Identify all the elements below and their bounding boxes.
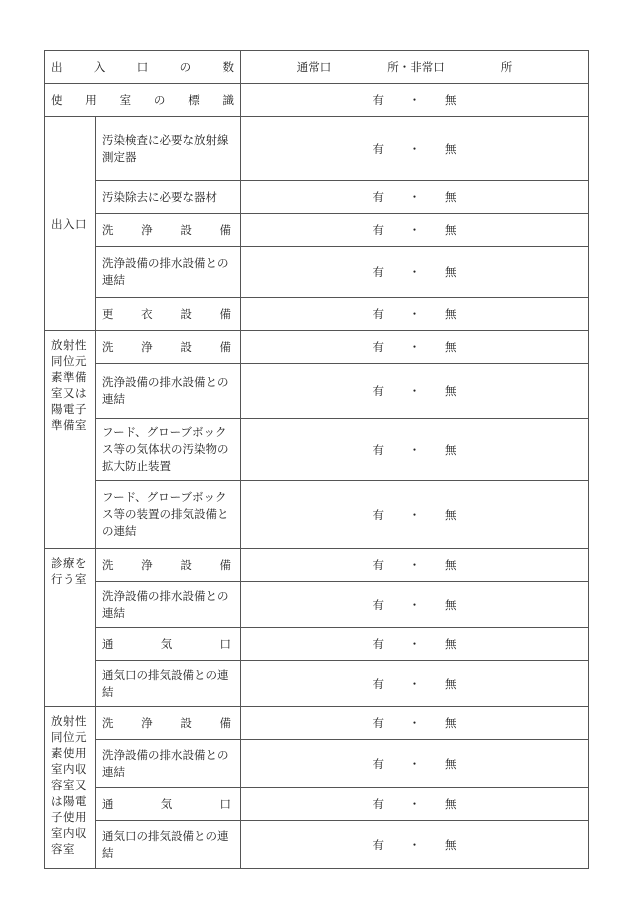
label-char: 洗	[102, 339, 114, 354]
label-char: の	[153, 93, 166, 107]
choice-no[interactable]: 無	[445, 716, 457, 730]
choice-yes[interactable]: 有	[372, 558, 384, 572]
choice-cell[interactable]	[241, 364, 589, 419]
item-label	[96, 298, 241, 331]
choice-yes[interactable]: 有	[372, 93, 384, 107]
choice-no[interactable]: 無	[445, 507, 457, 522]
choice-no[interactable]: 無	[445, 676, 457, 691]
checklist-row	[45, 181, 589, 214]
choice-separator: ・	[408, 716, 421, 730]
choice-yes[interactable]: 有	[372, 442, 384, 457]
label-char: 衣	[141, 306, 153, 321]
label-char: 浄	[141, 557, 153, 572]
checklist-row	[45, 707, 589, 740]
label-char: 口	[219, 796, 231, 811]
label-char: 浄	[141, 339, 153, 354]
choice-yes[interactable]: 有	[372, 797, 384, 811]
entrances-label-cell	[45, 51, 241, 84]
normal-exit-label: 通常口	[296, 60, 332, 74]
label-char: 設	[180, 339, 192, 354]
checklist-row	[45, 117, 589, 181]
label-char: 出	[51, 60, 63, 74]
item-label: 汚染検査に必要な放射線測定器	[96, 117, 241, 181]
choice-yes[interactable]: 有	[372, 676, 384, 691]
label-char: 備	[219, 715, 231, 730]
choice-yes[interactable]: 有	[372, 507, 384, 522]
choice-no[interactable]: 無	[445, 637, 457, 651]
choice-cell[interactable]	[241, 117, 589, 181]
label-char: 通	[102, 796, 114, 811]
label-char: 洗	[102, 715, 114, 730]
choice-cell[interactable]	[241, 549, 589, 582]
choice-no[interactable]: 無	[445, 307, 457, 321]
item-label	[96, 788, 241, 821]
signage-label-cell	[45, 84, 241, 117]
choice-cell[interactable]	[241, 821, 589, 869]
label-char: 数	[222, 60, 234, 74]
label-char: 室	[119, 93, 132, 107]
label-char: 気	[160, 796, 173, 811]
choice-yes[interactable]: 有	[372, 716, 384, 730]
facility-checklist-form	[44, 50, 589, 869]
checklist-row	[45, 740, 589, 788]
choice-no[interactable]: 無	[445, 558, 457, 572]
choice-separator: ・	[408, 597, 421, 612]
item-label: 汚染除去に必要な器材	[96, 181, 241, 214]
item-label: 洗浄設備の排水設備との連結	[96, 740, 241, 788]
checklist-row	[45, 549, 589, 582]
item-label	[96, 628, 241, 661]
item-label	[96, 331, 241, 364]
label-char: 口	[136, 60, 149, 74]
choice-no[interactable]: 無	[445, 93, 457, 107]
choice-separator: ・	[408, 190, 421, 204]
normal-exit-count-field[interactable]	[331, 59, 387, 75]
item-label: フード、グローブボックス等の装置の排気設備との連結	[96, 481, 241, 549]
label-char: 通	[102, 636, 114, 651]
emergency-exit-unit: 所	[500, 60, 513, 74]
group-label: 放射性同位元素使用室内収容室又は陽電子使用室内収容室	[45, 707, 96, 869]
checklist-row	[45, 481, 589, 549]
label-char: 設	[180, 715, 192, 730]
choice-yes[interactable]: 有	[372, 340, 384, 354]
label-char: の	[179, 60, 192, 74]
choice-separator: ・	[408, 340, 421, 354]
choice-no[interactable]: 無	[445, 442, 457, 457]
choice-cell[interactable]	[241, 419, 589, 481]
choice-yes[interactable]: 有	[372, 223, 384, 237]
choice-cell[interactable]	[241, 331, 589, 364]
choice-separator: ・	[408, 676, 421, 691]
group-label: 診療を行う室	[45, 549, 96, 707]
choice-cell[interactable]	[241, 582, 589, 628]
checklist-row	[45, 364, 589, 419]
choice-separator: ・	[408, 223, 421, 237]
checklist-row	[45, 331, 589, 364]
choice-yes[interactable]: 有	[372, 756, 384, 771]
choice-no[interactable]: 無	[445, 223, 457, 237]
choice-no[interactable]: 無	[445, 597, 457, 612]
label-char: 備	[219, 306, 231, 321]
checklist-row	[45, 214, 589, 247]
normal-exit-unit: 所・非常口	[387, 60, 445, 74]
choice-separator: ・	[408, 558, 421, 572]
item-label: 洗浄設備の排水設備との連結	[96, 247, 241, 298]
choice-separator: ・	[408, 384, 421, 398]
signage-row	[45, 84, 589, 117]
choice-separator: ・	[408, 442, 421, 457]
label-char: 浄	[141, 715, 153, 730]
label-char: 設	[180, 222, 192, 237]
item-label: 通気口の排気設備との連結	[96, 661, 241, 707]
label-char: 標	[188, 93, 200, 107]
choice-cell[interactable]	[241, 247, 589, 298]
signage-choice-cell[interactable]	[241, 84, 589, 117]
choice-cell[interactable]	[241, 707, 589, 740]
group-label: 出入口	[45, 117, 96, 331]
choice-separator: ・	[408, 265, 421, 279]
choice-cell[interactable]	[241, 481, 589, 549]
group-label: 放射性同位元素準備室又は陽電子準備室	[45, 331, 96, 549]
checklist-row	[45, 661, 589, 707]
choice-no[interactable]: 無	[445, 797, 457, 811]
choice-cell[interactable]	[241, 628, 589, 661]
label-char: 設	[180, 557, 192, 572]
choice-no[interactable]: 無	[445, 141, 457, 156]
emergency-exit-count-field[interactable]	[445, 59, 501, 75]
choice-separator: ・	[408, 797, 421, 811]
entrances-row	[45, 51, 589, 84]
choice-yes[interactable]: 有	[372, 190, 384, 204]
choice-separator: ・	[408, 637, 421, 651]
choice-separator: ・	[408, 507, 421, 522]
checklist-row	[45, 628, 589, 661]
checklist-row	[45, 419, 589, 481]
label-char: 備	[219, 557, 231, 572]
choice-separator: ・	[408, 93, 421, 107]
choice-yes[interactable]: 有	[372, 597, 384, 612]
item-label	[96, 707, 241, 740]
entrances-count-cell	[241, 51, 589, 84]
item-label	[96, 549, 241, 582]
label-char: 備	[219, 222, 231, 237]
choice-cell[interactable]	[241, 788, 589, 821]
choice-no[interactable]: 無	[445, 837, 457, 852]
label-char: 気	[160, 636, 173, 651]
label-char: 更	[102, 306, 114, 321]
item-label: 洗浄設備の排水設備との連結	[96, 364, 241, 419]
item-label: フード、グローブボックス等の気体状の汚染物の拡大防止装置	[96, 419, 241, 481]
choice-cell[interactable]	[241, 214, 589, 247]
item-label: 洗浄設備の排水設備との連結	[96, 582, 241, 628]
choice-no[interactable]: 無	[445, 756, 457, 771]
checklist-row	[45, 582, 589, 628]
choice-cell[interactable]	[241, 181, 589, 214]
choice-cell[interactable]	[241, 298, 589, 331]
choice-yes[interactable]: 有	[372, 265, 384, 279]
choice-yes[interactable]: 有	[372, 384, 384, 398]
label-char: 浄	[141, 222, 153, 237]
label-char: 使	[51, 93, 63, 107]
label-char: 洗	[102, 557, 114, 572]
label-char: 洗	[102, 222, 114, 237]
choice-no[interactable]: 無	[445, 190, 457, 204]
choice-separator: ・	[408, 141, 421, 156]
checklist-row	[45, 788, 589, 821]
choice-no[interactable]: 無	[445, 384, 457, 398]
choice-cell[interactable]	[241, 740, 589, 788]
checklist-row	[45, 298, 589, 331]
label-char: 設	[180, 306, 192, 321]
choice-yes[interactable]: 有	[372, 307, 384, 321]
choice-yes[interactable]: 有	[372, 837, 384, 852]
label-char: 口	[219, 636, 231, 651]
label-char: 入	[93, 60, 106, 74]
choice-yes[interactable]: 有	[372, 141, 384, 156]
item-label	[96, 214, 241, 247]
choice-separator: ・	[408, 837, 421, 852]
checklist-row	[45, 247, 589, 298]
choice-yes[interactable]: 有	[372, 637, 384, 651]
choice-no[interactable]: 無	[445, 265, 457, 279]
choice-no[interactable]: 無	[445, 340, 457, 354]
item-label: 通気口の排気設備との連結	[96, 821, 241, 869]
label-char: 備	[219, 339, 231, 354]
label-char: 用	[85, 93, 97, 107]
choice-separator: ・	[408, 307, 421, 321]
checklist-row	[45, 821, 589, 869]
choice-cell[interactable]	[241, 661, 589, 707]
choice-separator: ・	[408, 756, 421, 771]
label-char: 識	[222, 93, 234, 107]
